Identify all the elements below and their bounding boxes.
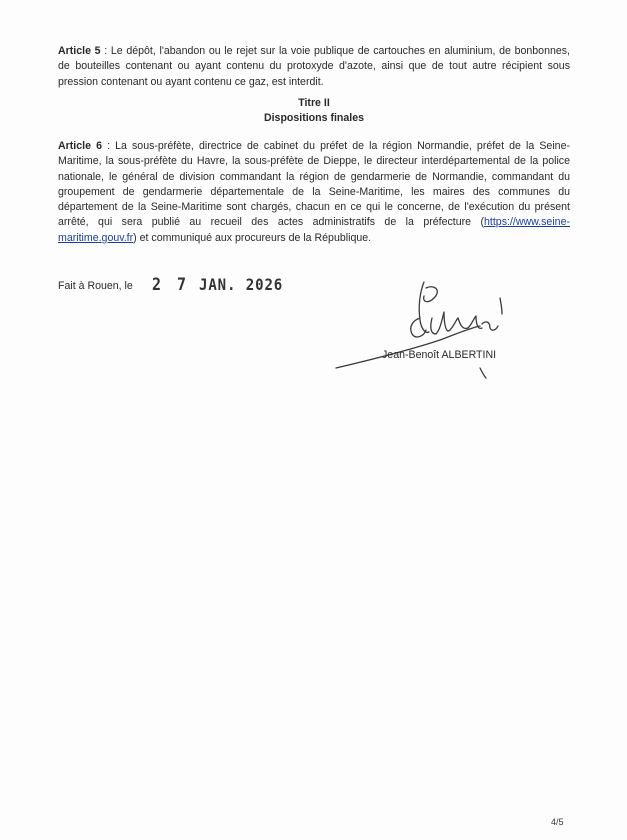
prefecture-website-link[interactable]: https://www.seine-maritime.gouv.fr	[58, 216, 570, 244]
article-6-text-before: : La sous-préfète, directrice de cabinet du préfet de la région Normandie, préfet de la Seine-Maritime, la sous-préfète du Havre, la sous-préfète de Dieppe, le directeur interdépartemental de la police nationale, le général de division commandant la région de gendarmerie de Normandie, commandant du groupement de gendarmerie départementale de la Seine-Maritime, les maires des communes du département de la Seine-Maritime sont chargés, chacun en ce qui le concerne, de l'exécution du présent arrêté, qui sera publié au recueil des actes administratifs de la préfecture (	[58, 140, 570, 229]
article-6-text-after: ) et communiqué aux procureurs de la République.	[133, 231, 372, 244]
section-title: Titre II	[298, 97, 330, 109]
article-6-label: Article 6	[58, 140, 102, 152]
article-5	[58, 44, 570, 90]
place-date-label: Fait à Rouen, le	[58, 280, 133, 292]
signatory-name: Jean-Benoît ALBERTINI	[382, 349, 497, 361]
date-stamp	[152, 275, 283, 295]
page-number: 4/5	[551, 817, 564, 827]
section-subtitle: Dispositions finales	[263, 112, 365, 124]
article-5-label: Article 5	[58, 45, 101, 57]
article-6	[58, 139, 570, 246]
handwritten-signature	[330, 268, 530, 398]
article-5-text: : Le dépôt, l'abandon ou le rejet sur la voie publique de cartouches en aluminium, de bonbonnes, de bouteilles contenant ou ayant contenu du protoxyde d'azote, ainsi que de tout autre récipient sous pression contenant ou ayant contenu ce gaz, est interdit.	[58, 45, 570, 88]
date-stamp-month-year: JAN. 2026	[198, 275, 284, 294]
date-stamp-day: 2 7	[152, 275, 190, 295]
